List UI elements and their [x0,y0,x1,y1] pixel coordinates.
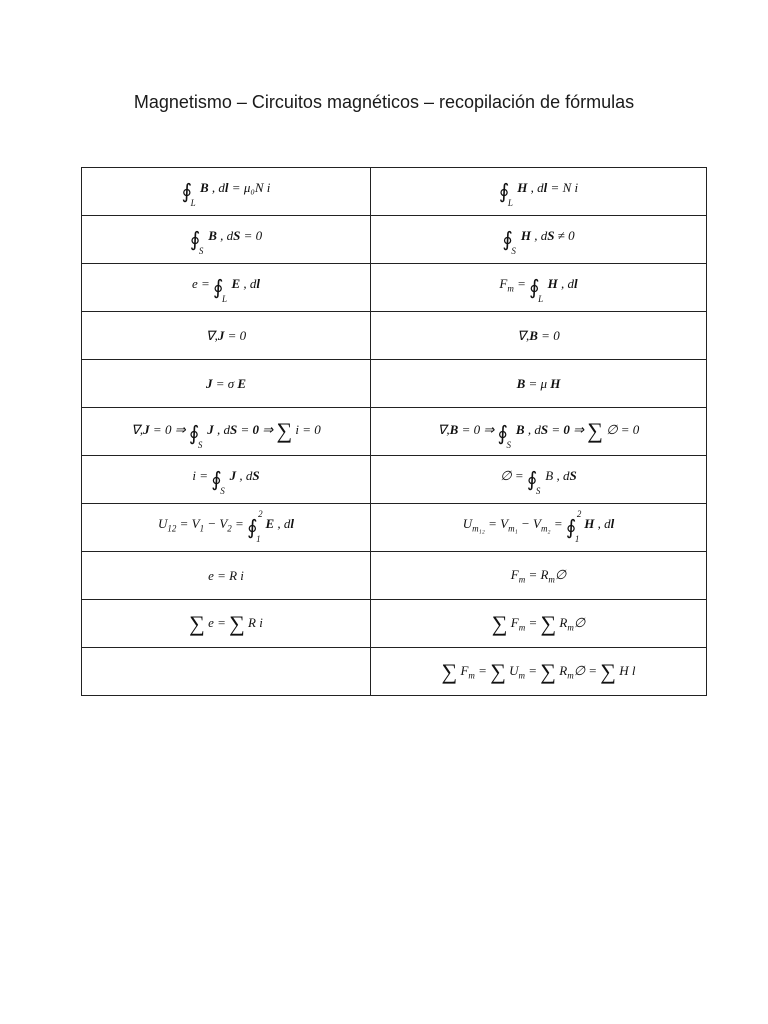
formula-cell-right [371,312,707,360]
formula-text: = [548,421,564,437]
formula-text: H l [615,662,636,678]
formula [511,567,567,585]
contour-integral [189,227,206,256]
formula-text: = 0 [240,228,263,243]
contour-integral [181,179,198,208]
formula-subscript: m [518,622,526,633]
integral-upper-limit: 2 [258,509,263,519]
formula [189,611,263,637]
formula-cell-right [371,456,707,504]
formula-vector: H [520,228,531,243]
integral-sign: ∮ [502,229,513,251]
formula-text: , d [527,180,544,195]
formula-text: F [510,566,519,582]
formula-text: ∅ [554,566,567,582]
integral-lower-limit: S [511,246,516,256]
integral-lower-limit: L [507,198,513,208]
integral-lower-limit: S [220,486,225,496]
formula-vector: B [200,180,209,195]
formula-cell-right [371,600,707,648]
formula [442,659,636,685]
formula-row [82,216,707,264]
formula-text: = 0 [224,327,247,343]
formula-cell-left [82,312,371,360]
formula-vector: S [547,228,555,243]
integral-lower-limit: S [198,246,204,256]
formula [517,328,559,344]
formula-cell-left [82,216,371,264]
integral-sign: ∮ [497,422,508,445]
contour-integral [526,467,543,496]
formula-text: = R [525,566,549,582]
formula [189,227,263,256]
formula-vector: J [229,468,237,483]
formula-cell-right [371,264,707,312]
formula-row [82,648,707,696]
formula-text: = 0 ⇒ [149,421,189,437]
formula-text: e = [204,614,230,630]
formula [502,227,575,256]
formula-text: U [462,516,473,531]
formula-row [82,360,707,408]
formula-cell-left [82,600,371,648]
formula-vector: S [233,228,241,243]
formula-text: B , d [545,468,570,483]
integral-sign: ∮ [189,229,201,251]
formula-cell-left [82,360,371,408]
formula-text: F [499,276,508,291]
formula-vector: J [205,375,213,391]
formula [208,568,244,584]
formula-text: ∇, [131,421,144,437]
formula-text: , d [530,228,548,243]
formula-text: , d [236,468,253,483]
integral-sign: ∮ [526,469,538,491]
formula-text: F [507,614,519,630]
formula-cell-right [371,168,707,216]
formula-text: = μ₀N i [228,180,271,195]
formula-cell-left [82,264,371,312]
formula-text: , d [208,180,225,195]
formula-cell-left [82,552,371,600]
formula-table [81,167,707,696]
formula-text: = [474,662,491,678]
formula-vector: l [543,180,548,195]
formula-text: i = 0 [292,421,321,437]
formula-text: − V [517,516,541,531]
integral-sign: ∮ [498,181,510,203]
formula-vector: l [610,516,615,531]
formula-subscript: m [518,574,526,585]
formula-text: , d [240,276,257,291]
formula-subscript: m₁₂ [472,523,485,534]
formula-text: = [231,516,248,531]
formula [499,275,578,304]
formula-text: − V [204,516,228,531]
formula-subscript: m [567,622,574,633]
formula [157,509,295,544]
integral-sign: ∮ [565,517,577,539]
formula-text: = μ [525,375,551,391]
formula-vector: B [515,421,525,437]
formula-subscript: 2 [227,523,232,534]
formula-text: i = [192,468,212,483]
formula-text: U [505,662,519,678]
formula-vector: 0 [563,421,570,437]
formula-vector: H [517,180,528,195]
integral-lower-limit: L [538,294,544,304]
formula-row [82,408,707,456]
summation-symbol: ∑ [276,417,293,443]
formula-text: ∅ = 0 [602,421,640,437]
integral-lower-limit: S [197,439,203,450]
formula-cell-right [371,504,707,552]
contour-integral [247,509,263,544]
formula-text: = N i [547,180,579,195]
integral-sign: ∮ [188,422,200,445]
summation-symbol: ∑ [587,417,603,443]
formula-text: ∇, [205,327,218,343]
contour-integral [529,275,545,304]
formula-row [82,168,707,216]
formula [498,179,579,208]
formula-row [82,456,707,504]
formula-cell-left [82,408,371,456]
formula [492,611,585,637]
formula-vector: J [143,421,150,437]
formula-vector: H [584,516,595,531]
contour-integral [497,421,513,450]
summation-symbol: ∑ [441,658,458,684]
formula-text: , d [216,228,234,243]
formula-text: , d [213,421,231,437]
formula-cell-right [371,408,707,456]
summation-symbol: ∑ [229,610,245,636]
formula-text: ⇒ [569,421,588,437]
summation-symbol: ∑ [540,610,557,636]
formula [131,417,321,450]
formula-vector: S [569,468,577,483]
formula-vector: l [224,180,229,195]
formula-vector: S [540,421,549,437]
formula-text: = σ [212,375,238,391]
integral-sign: ∮ [213,277,224,299]
formula [462,509,615,544]
formula-subscript: 12 [167,523,177,534]
formula-text: R i [244,614,263,630]
integral-lower-limit: S [535,486,541,496]
formula-cell-left [82,648,371,696]
formula-vector: l [290,516,295,531]
formula-vector: 0 [252,421,260,437]
formula-cell-right [371,360,707,408]
formula-text: ∇, [517,327,530,343]
formula-text: = [513,276,530,291]
formula-cell-left [82,168,371,216]
integral-sign: ∮ [247,517,258,539]
contour-integral [188,421,205,450]
formula-text: , d [524,421,541,437]
formula-vector: S [252,468,260,483]
formula-vector: H [550,375,561,391]
formula [181,179,271,208]
formula-text: ≠ 0 [554,228,575,243]
summation-symbol: ∑ [490,658,506,684]
formula-cell-left [82,504,371,552]
integral-upper-limit: 2 [576,509,582,519]
formula [206,328,246,344]
formula-vector: E [237,375,247,391]
formula-row [82,552,707,600]
formula-vector: l [256,276,260,291]
formula-text: , d [274,516,291,531]
formula-text: U [157,516,168,531]
formula-text: F [457,662,469,678]
formula-vector: E [265,516,275,531]
integral-sign: ∮ [211,469,222,491]
formula-row [82,504,707,552]
integral-lower-limit: L [222,294,228,304]
formula-vector: B [516,375,526,391]
formula-text: = [525,614,541,630]
formula-vector: S [230,421,238,437]
integral-sign: ∮ [181,181,192,203]
integral-lower-limit: 1 [574,534,580,544]
formula-text: ∇, [437,421,450,437]
formula-subscript: m₂ [540,523,551,534]
formula-cell-left [82,456,371,504]
formula-text: ∅ [573,614,586,630]
formula [206,376,246,392]
formula-subscript: m₁ [508,523,518,534]
formula-vector: B [208,228,217,243]
summation-symbol: ∑ [189,610,205,636]
formula-text: = 0 ⇒ [458,421,498,437]
formula-vector: H [547,276,558,291]
formula-vector: l [573,276,578,291]
formula-vector: E [231,276,241,291]
formula-vector: J [217,327,225,343]
formula-text: = [237,421,253,437]
formula-text: e = R i [208,567,244,583]
formula-subscript: 1 [199,523,205,534]
formula [517,376,561,392]
formula-cell-right [371,552,707,600]
formula-subscript: m [518,670,526,681]
formula-text: = V [484,516,509,531]
integral-lower-limit: 1 [256,534,261,544]
formula [437,417,640,450]
integral-sign: ∮ [529,277,540,299]
formula-row [82,600,707,648]
contour-integral [502,227,518,256]
integral-lower-limit: L [190,198,196,208]
formula-text: ∅ = [573,662,601,678]
formula-subscript: m [548,574,555,585]
contour-integral [211,467,227,496]
formula [191,275,260,304]
formula-subscript: m [567,670,574,681]
formula-vector: B [529,327,538,343]
summation-symbol: ∑ [491,610,508,636]
summation-symbol: ∑ [600,658,616,684]
page-title: Magnetismo – Circuitos magnéticos – recopilación de fórmulas [133,92,635,112]
formula-text: = [550,516,566,531]
formula-text: ⇒ [259,421,277,437]
formula-text: = [525,662,541,678]
summation-symbol: ∑ [540,658,556,684]
formula-text: e = [191,276,214,291]
formula [500,467,577,496]
formula-text: = 0 [537,327,560,343]
formula-row [82,312,707,360]
formula-text: R [555,662,568,678]
formula-row [82,264,707,312]
formula-vector: B [449,421,459,437]
contour-integral [213,275,229,304]
formula-text: ∅ = [500,468,527,483]
formula-subscript: m [507,283,514,294]
formula-cell-right [371,648,707,696]
contour-integral [498,179,515,208]
integral-lower-limit: S [506,439,511,450]
contour-integral [565,509,582,544]
formula-text: R [556,614,568,630]
formula-text: , d [594,516,611,531]
formula-text: = V [176,516,200,531]
formula-text: , d [557,276,574,291]
formula-vector: J [207,421,214,437]
formula [192,467,260,496]
formula-subscript: m [468,670,475,681]
formula-cell-right [371,216,707,264]
